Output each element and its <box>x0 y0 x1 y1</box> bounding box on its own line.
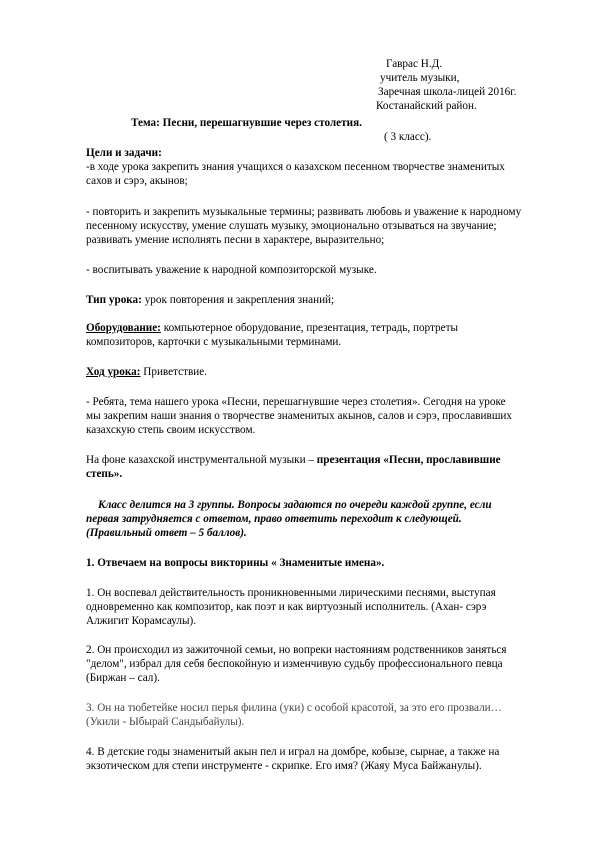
topic-title: Песни, перешагнувшие через столетия. <box>162 117 362 129</box>
question-2-line-3: (Биржан – сал). <box>86 672 160 684</box>
topic-line <box>131 117 362 130</box>
question-1-line-3: Алжигит Корамсаулы). <box>86 615 196 627</box>
quiz-heading: 1. Отвечаем на вопросы викторины « Знаменитые имена». <box>86 557 385 569</box>
question-2-line-1: 2. Он происходил из зажиточной семьи, но вопреки настояниям родственников заняться <box>86 644 507 656</box>
groups-line-3: (Правильный ответ – 5 баллов). <box>86 527 247 539</box>
question-4-line-2: экзотическом для степи инструменте - скрипке. Его имя? (Жаяу Муса Байжанулы). <box>86 760 482 772</box>
topic-grade: ( 3 класс). <box>384 131 432 143</box>
lesson-type-line <box>86 294 334 307</box>
background-line-1 <box>86 454 501 467</box>
procedure-label: Ход урока: <box>86 366 141 378</box>
equipment-line-1 <box>86 322 458 335</box>
goals-heading: Цели и задачи: <box>86 147 162 159</box>
groups-line-2: первая затрудняется с ответом, право ответить переходит к следующей. <box>86 513 462 525</box>
equipment-label: Оборудование: <box>86 322 161 334</box>
goals-item-1-line-1: -в ходе урока закрепить знания учащихся о казахском песенном творчестве знаменитых <box>86 161 505 173</box>
goals-item-3: - воспитывать уважение к народной композиторской музыке. <box>86 264 377 276</box>
procedure-value: Приветствие. <box>140 366 208 378</box>
goals-item-2-line-2: песенному искусству, умение слушать музыку, эмоционально отзываться на звучание; <box>86 220 497 232</box>
goals-item-2-line-3: развивать умение исполнять песни в характере, выразительно; <box>86 234 385 246</box>
author-school: Заречная школа-лицей 2016г. <box>378 86 517 98</box>
question-2-line-2: "делом", избрал для себя беспокойную и изменчивую судьбу профессионального певца <box>86 658 503 670</box>
goals-item-2-line-1: - повторить и закрепить музыкальные термины; развивать любовь и уважение к народному <box>86 206 522 218</box>
groups-line-1: Класс делится на 3 группы. Вопросы задаются по очереди каждой группе, если <box>98 499 492 511</box>
equipment-line-2: композиторов, карточки с музыкальными терминами. <box>86 336 342 348</box>
background-line-2: степь». <box>86 468 123 480</box>
lesson-type-label: Тип урока: <box>86 294 142 306</box>
question-3-line-1: 3. Он на тюбетейке носил перья филина (уки) с особой красотой, за это его прозвали… <box>86 702 502 714</box>
lesson-type-value: урок повторения и закрепления знаний; <box>141 294 335 306</box>
topic-label: Тема: <box>131 117 160 129</box>
equipment-value: компьютерное оборудование, презентация, тетрадь, портреты <box>160 322 458 334</box>
goals-item-1-line-2: сахов и сэрэ, акынов; <box>86 175 188 187</box>
intro-line-3: казахскую степь своим искусством. <box>86 424 256 436</box>
background-plain: На фоне казахской инструментальной музыки – <box>86 454 317 466</box>
intro-line-2: мы закрепим наши знания о творчестве знаменитых акынов, салов и сэрэ, прославивших <box>86 410 513 422</box>
procedure-line <box>86 366 207 379</box>
background-bold: презентация «Песни, прославившие <box>316 454 501 466</box>
question-1-line-1: 1. Он воспевал действительность проникновенными лирическими песнями, выступая <box>86 587 496 599</box>
author-name: Гаврас Н.Д. <box>386 58 443 70</box>
author-position: учитель музыки, <box>380 72 460 84</box>
question-1-line-2: одновременно как композитор, как поэт и как виртуозный исполнитель. (Ахан- сэрэ <box>86 601 487 613</box>
question-4-line-1: 4. В детские годы знаменитый акын пел и играл на домбре, кобызе, сырнае, а также на <box>86 746 500 758</box>
author-region: Костанайский район. <box>376 100 477 112</box>
intro-line-1: - Ребята, тема нашего урока «Песни, перешагнувшие через столетия». Сегодня на уроке <box>86 396 506 408</box>
question-3-line-2: (Укили - Ыбырай Сандыбайулы). <box>86 716 245 728</box>
